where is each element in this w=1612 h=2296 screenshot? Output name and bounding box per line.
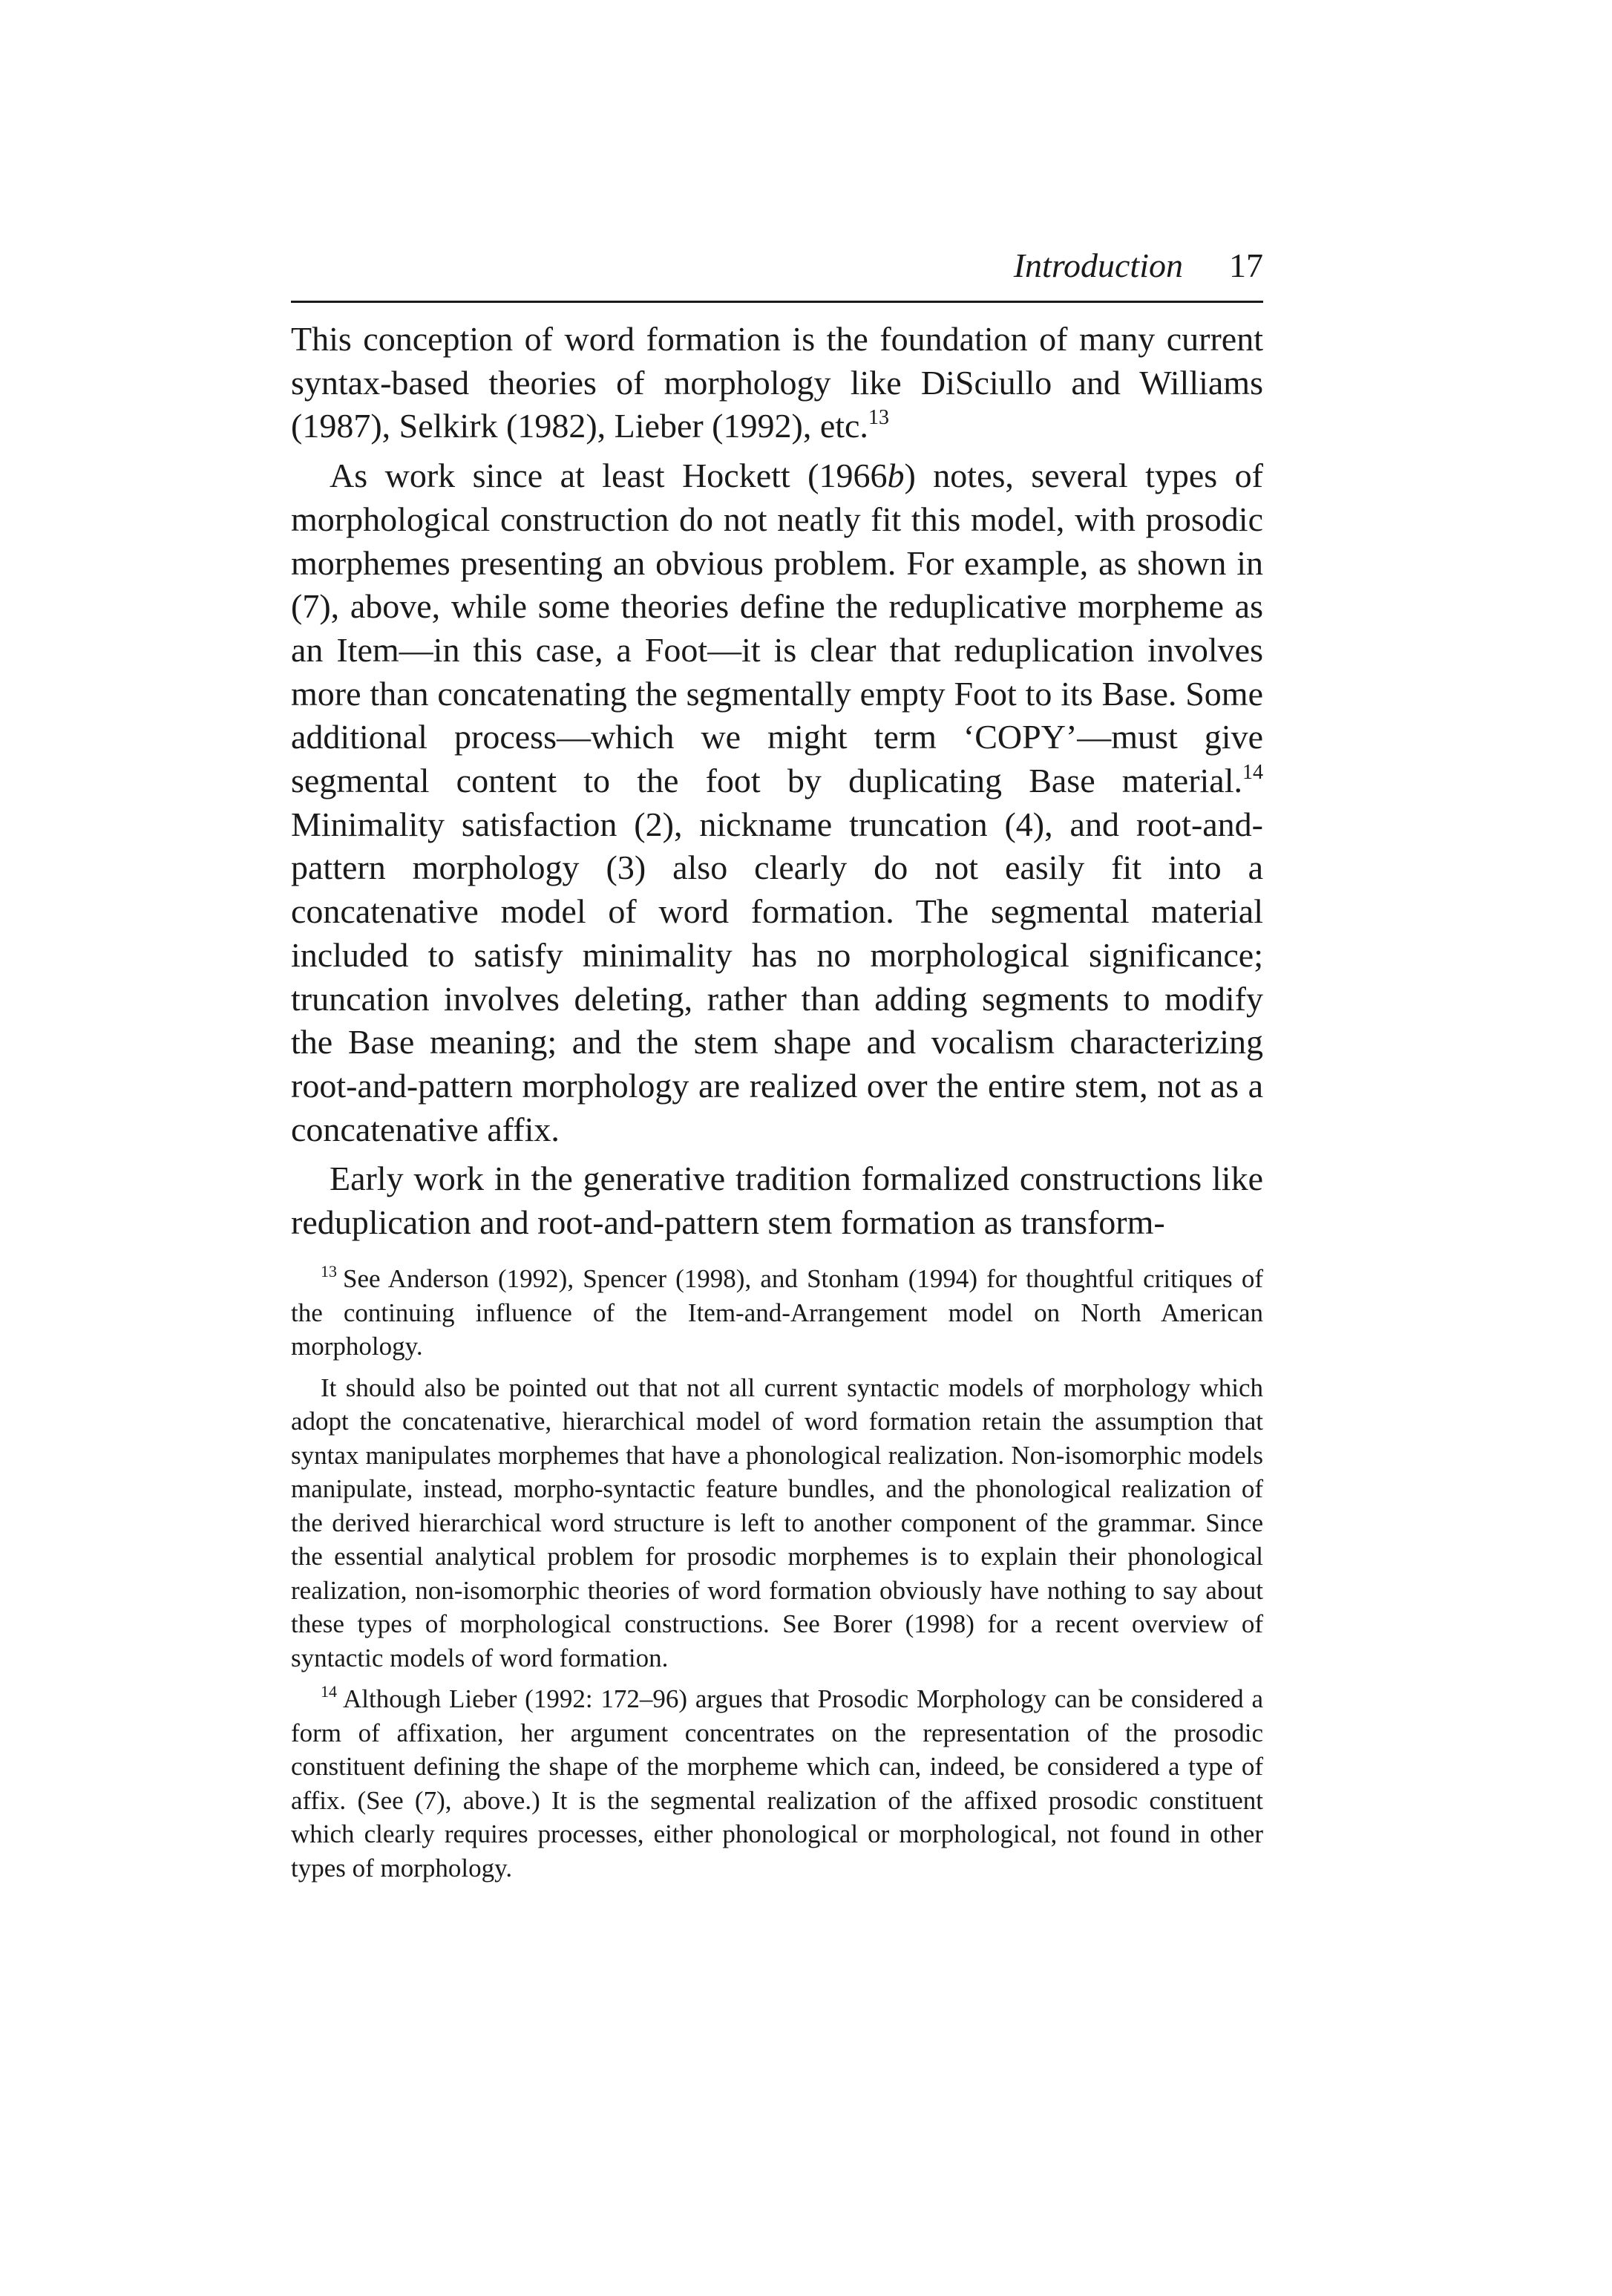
paragraph-1-text: This conception of word formation is the foundation of many current syntax-based theories of morphology like DiSciullo and Williams (1987), Selkirk (1982), Lieber (1992), etc. — [291, 320, 1263, 445]
footnote-13-continuation-text: It should also be pointed out that not all current syntactic models of morphology which adopt the concatenative, hierarchical model of word formation retain the assumption that syntax manipulates morphemes that have a phonological realization. Non-isomorphic models manipulate, instead, morpho-syntactic feature bundles, and the phonological realization of the derived hierarchical word structure is left to another component of the grammar. Since the essential analytical problem for prosodic morphemes is to explain their phonological realization, non-isomorphic theories of word formation obviously have nothing to say about these types of morphological constructions. See Borer (1998) for a recent overview of syntactic models of word formation. — [291, 1373, 1263, 1672]
footnotes — [291, 1262, 1263, 1885]
footnote-14 — [291, 1682, 1263, 1885]
footnote-13-continuation — [291, 1371, 1263, 1675]
paragraph-2-text-c: Minimality satisfaction (2), nickname truncation (4), and root-and-pattern morphology (3) also clearly do not easily fit into a concatenative model of word formation. The segmental material included to satisfy minimality has no morphological significance; truncation involves deleting, rather than adding segments to modify the Base meaning; and the stem shape and vocalism characterizing root-and-pattern morphology are realized over the entire stem, not as a concatenative affix. — [291, 805, 1263, 1148]
paragraph-1 — [291, 318, 1263, 448]
paragraph-2-italic: b — [887, 457, 905, 495]
paragraph-3 — [291, 1157, 1263, 1244]
main-text — [291, 318, 1263, 1245]
paragraph-2-text-b: ) notes, several types of morphological construction do not neatly fit this model, with prosodic morphemes presenting an obvious problem. For example, as shown in (7), above, while some theories define the reduplicative morpheme as an Item—in this case, a Foot—it is clear that reduplication involves more than concatenating the segmentally empty Foot to its Base. Some additional process—which we might term ‘COPY’—must give segmental content to the foot by duplicating Base material. — [291, 457, 1263, 800]
paragraph-gap — [291, 1151, 1263, 1157]
paragraph-2 — [291, 454, 1263, 1151]
paragraph-3-text: Early work in the generative tradition formalized constructions like reduplication and root-and-pattern stem formation as transform- — [291, 1160, 1263, 1242]
page-number: 17 — [1229, 246, 1263, 284]
footnote-gap — [291, 1675, 1263, 1682]
running-head — [291, 243, 1263, 288]
footnote-ref-13: 13 — [868, 406, 889, 430]
book-page — [291, 0, 1263, 2296]
footnote-13 — [291, 1262, 1263, 1364]
running-head-title: Introduction — [1013, 246, 1183, 284]
paragraph-gap — [291, 448, 1263, 454]
footnote-ref-14: 14 — [1242, 761, 1263, 785]
footnote-13-text: See Anderson (1992), Spencer (1998), and Stonham (1994) for thoughtful critiques of the continuing influence of the Item-and-Arrangement model on North American morphology. — [291, 1264, 1263, 1361]
paragraph-2-text-a: As work since at least Hockett (1966 — [330, 457, 888, 495]
footnote-14-text: Although Lieber (1992: 172–96) argues that Prosodic Morphology can be considered a form of affixation, her argument concentrates on the representation of the prosodic constituent defining the shape of the morpheme which can, indeed, be considered a type of affix. (See (7), above.) It is the segmental realization of the affixed prosodic constituent which clearly requires processes, either phonological or morphological, not found in other types of morphology. — [291, 1684, 1263, 1883]
footnote-13-marker: 13 — [321, 1262, 337, 1281]
footnote-gap — [291, 1364, 1263, 1371]
footnote-14-marker: 14 — [321, 1682, 337, 1701]
header-rule — [291, 301, 1263, 303]
